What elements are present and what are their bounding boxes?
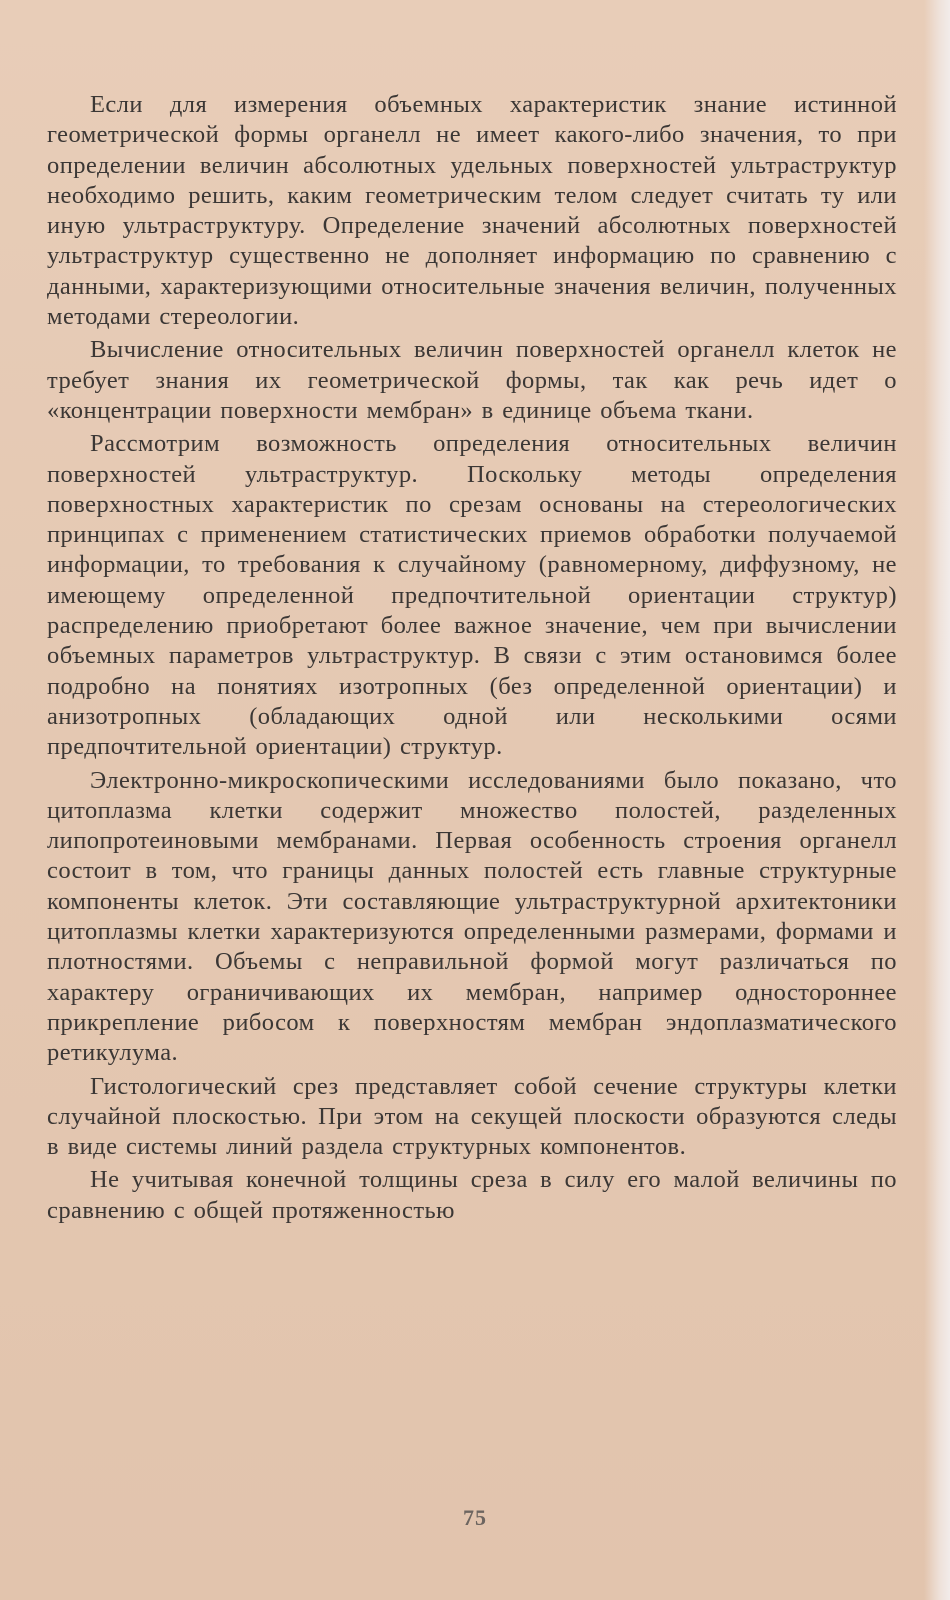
paragraph-5: Гистологический срез представляет собой сечение структуры клетки случайной плоскостью. При этом на секущей плоскости образуются следы в виде системы линий раздела структурных компонентов.: [47, 1072, 897, 1161]
paragraph-6: Не учитывая конечной толщины среза в силу его малой величины по сравнению с общей протяженностью: [47, 1166, 897, 1224]
body-text: [47, 90, 897, 1229]
paragraph-4: Электронно-микроскопическими исследованиями было показано, что цитоплазма клетки содержит множество полостей, разделенных липопротеиновыми мембранами. Первая особенность строения органелл состоит в том, что границы данных полостей есть главные структурные компоненты клеток. Эти составляющие ультраструктурной архитектоники цитоплазмы клетки характеризуются определенными размерами, формами и плотностями. Объемы с неправильной формой могут различаться по характеру ограничивающих их мембран, например одностороннее прикрепление рибосом к поверхностям мембран эндоплазматического ретикулума.: [47, 766, 897, 1067]
paragraph-2: Вычисление относительных величин поверхностей органелл клеток не требует знания их геометрической формы, так как речь идет о «концентрации поверхности мембран» в единице объема ткани.: [47, 336, 897, 424]
paragraph-1: Если для измерения объемных характеристик знание истинной геометрической формы органелл не имеет какого-либо значения, то при определении величин абсолютных удельных поверхностей ультраструктур необходимо решить, каким геометрическим телом следует считать ту или иную ультраструктуру. Определение значений абсолютных поверхностей ультраструктур существенно не дополняет информацию по сравнению с данными, характеризующими относительные значения величин, полученных методами стереологии.: [47, 91, 897, 331]
paragraph-3: Рассмотрим возможность определения относительных величин поверхностей ультраструктур. Поскольку методы определения поверхностных характеристик по срезам основаны на стереологических принципах с применением статистических приемов обработки получаемой информации, то требования к случайному (равномерному, диффузному, не имеющему определенной предпочтительной ориентации структур) распределению приобретают более важное значение, чем при вычислении объемных параметров ультраструктур. В связи с этим остановимся более подробно на понятиях изотропных (без определенной ориентации) и анизотропных (обладающих одной или несколькими осями предпочтительной ориентации) структур.: [47, 430, 897, 761]
page-number: 75: [463, 1505, 487, 1530]
